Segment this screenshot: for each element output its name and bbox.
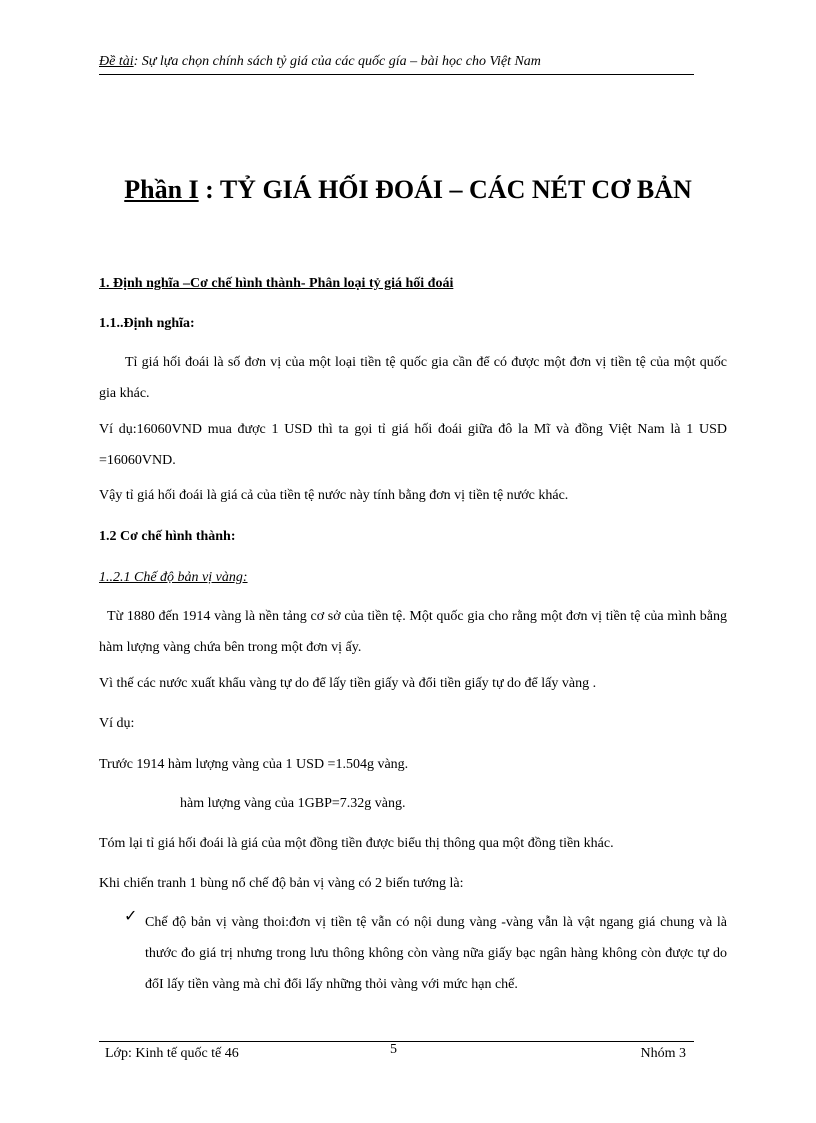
page-header: [99, 54, 694, 75]
example-label: Ví dụ:: [99, 716, 135, 731]
header-text: : Sự lựa chọn chính sách tỷ giá của các quốc gía – bài học cho Việt Nam: [133, 54, 541, 69]
usd-gold-line: Trước 1914 hàm lượng vàng của 1 USD =1.504g vàng.: [99, 757, 409, 772]
section-1-heading: 1. Định nghĩa –Cơ chế hình thành- Phân loại tỷ giá hối đoái: [99, 276, 454, 291]
export-paragraph: Vì thế các nước xuất khẩu vàng tự do để lấy tiền giấy và đổi tiền giấy tự do để lấy vàng .: [99, 676, 597, 691]
checkmark-icon: ✓: [124, 908, 138, 925]
title-part: Phần I: [124, 175, 199, 204]
gbp-gold-line: hàm lượng vàng của 1GBP=7.32g vàng.: [180, 796, 406, 811]
title-rest: : TỶ GIÁ HỐI ĐOÁI – CÁC NÉT CƠ BẢN: [198, 175, 692, 204]
section-1-1-heading: 1.1..Định nghĩa:: [99, 316, 195, 331]
page-title: [0, 175, 816, 205]
footer-group: Nhóm 3: [640, 1046, 686, 1061]
example-paragraph: Ví dụ:16060VND mua được 1 USD thì ta gọi tỉ giá hối đoái giữa đô la Mĩ và đồng Việt Nam là 1 USD =16060VND.: [99, 422, 727, 468]
war-paragraph: Khi chiến tranh 1 bùng nổ chế độ bản vị vàng có 2 biến tướng là:: [99, 876, 464, 891]
bullet-item: Chế độ bản vị vàng thoi:đơn vị tiền tệ vẫn có nội dung vàng -vàng vẫn là vật ngang giá chung và là thước đo giá trị nhưng trong lưu thông không còn vàng nữa giấy bạc ngân hàng không còn được tự do đổI lấy tiền vàng mà chỉ đổi lấy những thỏi vàng với mức hạn chế.: [145, 915, 727, 992]
page-number: 5: [390, 1042, 397, 1057]
header-label: Đề tài: [99, 54, 134, 69]
page-footer: [99, 1041, 694, 1066]
section-1-2-heading: 1.2 Cơ chế hình thành:: [99, 529, 236, 544]
section-1-2-1-heading: 1..2.1 Chế độ bản vị vàng:: [99, 570, 248, 585]
conclusion-paragraph: Vậy tỉ giá hối đoái là giá cả của tiền tệ nước này tính bằng đơn vị tiền tệ nước khác.: [99, 488, 569, 503]
summary-paragraph: Tóm lại tỉ giá hối đoái là giá của một đồng tiền được biểu thị thông qua một đồng tiền khác.: [99, 836, 614, 851]
footer-class: Lớp: Kinh tế quốc tế 46: [105, 1046, 239, 1061]
definition-paragraph: Tỉ giá hối đoái là số đơn vị của một loại tiền tệ quốc gia cần để có được một đơn vị tiền tệ của một quốc gia khác.: [99, 355, 727, 401]
gold-standard-paragraph: Từ 1880 đến 1914 vàng là nền tảng cơ sở của tiền tệ. Một quốc gia cho rằng một đơn vị tiền tệ của mình bằng hàm lượng vàng chứa bên trong một đơn vị ấy.: [99, 609, 727, 655]
